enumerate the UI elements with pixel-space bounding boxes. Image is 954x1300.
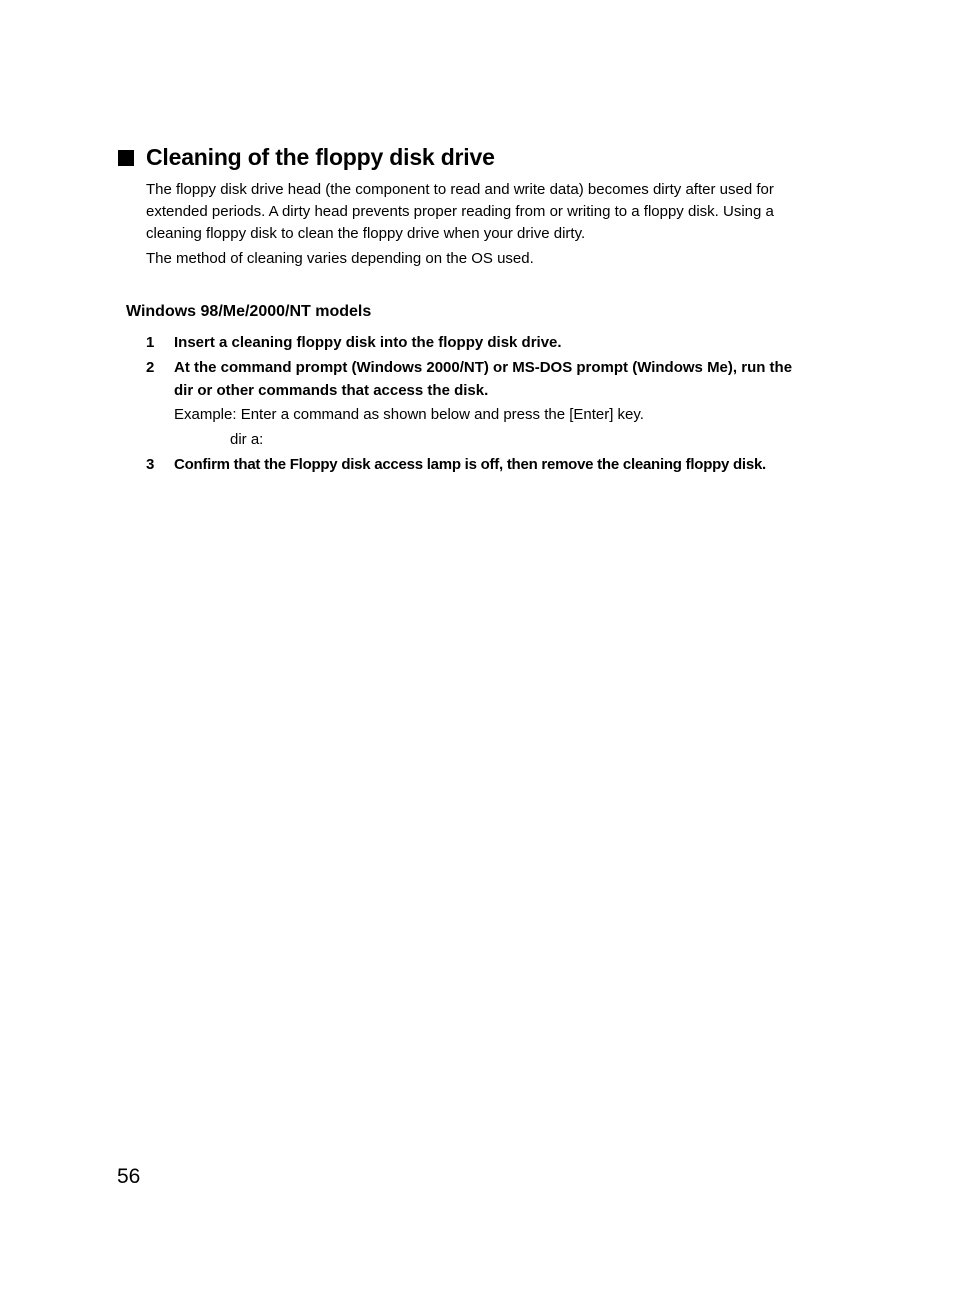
example-text: Example: Enter a command as shown below and press the [Enter] key. — [174, 406, 644, 423]
step-number: 2 — [146, 359, 155, 376]
section-title: Cleaning of the floppy disk drive — [146, 144, 495, 170]
step-text: At the command prompt (Windows 2000/NT) or MS-DOS prompt (Windows Me), run the dir or other commands that access the disk. — [174, 359, 793, 399]
intro-text — [146, 179, 818, 270]
page-number: 56 — [117, 1165, 141, 1188]
example-command: dir a: — [230, 431, 264, 448]
step-text: Insert a cleaning floppy disk into the floppy disk drive. — [174, 334, 562, 351]
section-heading — [118, 144, 495, 171]
black-square-icon — [118, 150, 134, 166]
intro-paragraph-2: The method of cleaning varies depending on the OS used. — [146, 250, 534, 267]
intro-paragraph-1: The floppy disk drive head (the component to read and write data) becomes dirty after used for extended periods. A dirty head prevents proper reading from or writing to a floppy disk. Using a cleaning floppy disk to clean the floppy drive when your drive dirty. — [146, 181, 774, 242]
step-number: 3 — [146, 456, 155, 473]
subsection-title: Windows 98/Me/2000/NT models — [126, 303, 372, 320]
step-number: 1 — [146, 334, 155, 351]
step-text: Confirm that the Floppy disk access lamp is off, then remove the cleaning floppy disk. — [174, 456, 766, 473]
